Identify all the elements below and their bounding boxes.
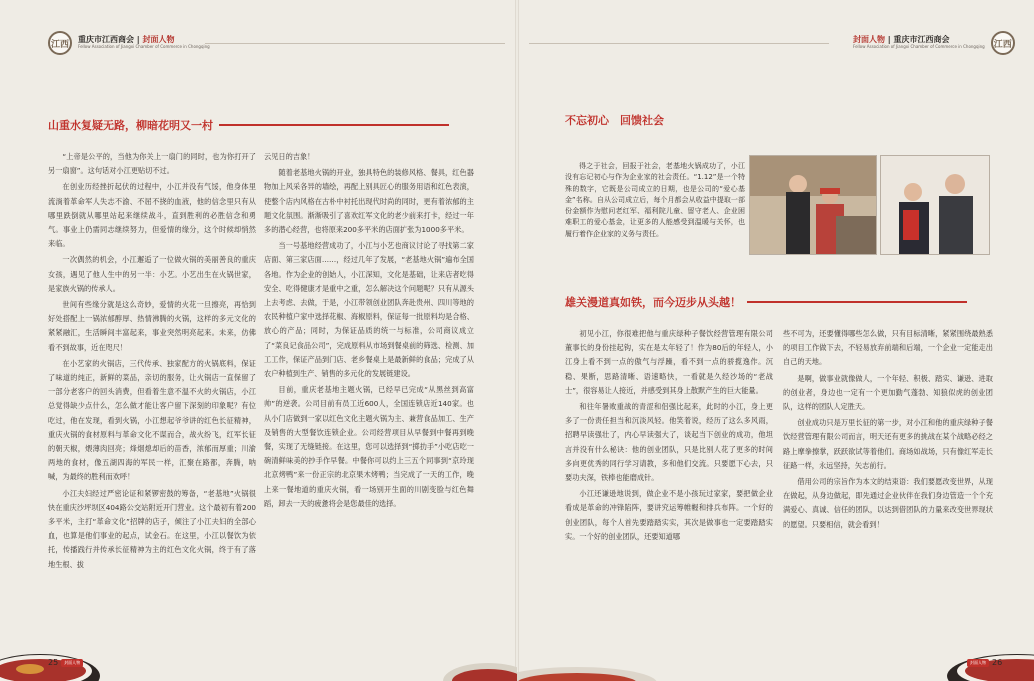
photo-veteran-visit [749, 155, 877, 255]
paragraph: 创业成功只是万里长征的第一步，对小江和他的重庆绿种子餐饮经营管理有限公司而言，明天还有更多的挑战在某个战略必经之路上摩拳擦掌，跃跃欲试等着他们。商场如战场，只有像红军走长征路一样，永远坚持，矢志前行。 [783, 418, 993, 470]
header-rule [529, 43, 829, 44]
chamber-logo-icon: 江西 [991, 31, 1015, 55]
paragraph: 在创业历经挫折起伏的过程中，小江并没有气馁，他身体里流淌着革命军人失志不渝、不屈不挠的血液，他的信念里只有从哪里跌倒就从哪里站起来继续战斗，直到胜利的必胜信念和勇气。事业上仍需同志继续努力，但爱情的缘分，这个时候却悄然来临。 [48, 182, 256, 249]
paragraph: 些不可为，还要懂得哪些怎么做，只有目标清晰，紧紧围绕最熟悉的项目工作做下去，不轻易放弃前端和后端，一个企业一定能走出自己的天地。 [783, 329, 993, 367]
page-number-right: 封面人物 26 [967, 658, 1002, 667]
title-rule [219, 124, 449, 126]
right-column-2 [783, 327, 993, 534]
section-title-left: 山重水复疑无路，柳暗花明又一村 [48, 117, 449, 133]
header-rule [205, 43, 505, 44]
hotpot-bowl-image [917, 621, 1034, 681]
paragraph: 云见日的吉象！ [264, 152, 315, 161]
hotpot-bowl-image [0, 621, 150, 681]
paragraph: 在小艺家的火锅店，三代传承、独家配方的火锅底料，保证了味道的纯正，新鲜的菜品，亲切的服务，让火锅店一直保留了一部分老客户的回头消费，但看着生意不温不火的火锅店，小江总觉得缺少点什么，怎么做才能让客户留下深刻的印象呢？有位吃过，他在发现，看到火锅，小江想起爷爷讲的红色长征精神，重庆火锅的食材原料与革命文化不谋而合，战火纷飞，红军长征的朝天椒，煨薄肉回亮；烽烟熄却后的苗香，浓郁而厚重；川渝两地的食材，像五湖四海的军民一样，汇聚在路都，奔腾，呐喊，为最终的胜利而欢呼！ [48, 358, 256, 482]
right-column-1 [565, 327, 773, 546]
header-right [847, 30, 1015, 56]
page-number-left: 25 封面人物 [48, 658, 83, 667]
header-subtitle: Fellow Association of Jiangxi Chamber of Commerce in Chongqing [853, 44, 985, 50]
paragraph: 目前，重庆老基地主题火锅，已经早已完成“从黑丝到高富帅”的逆袭。公司目前有员工近600人，全国连锁店近140家。也从小门店做到一家以红色文化主题火锅为主、兼营食品加工、生产及销售的大型餐饮连锁企业。公司经营项目从早餐到中餐再到晚餐，实现了无缝链接。在这里，您可以选择到“掷扐手”小吃店吃一碗清鲜味美的抄手作早餐。中餐你可以约上三五个同事到“京玲现北京烤鸭”来一份正宗的北京果木烤鸭；当完成了一天的工作，晚上来一餐地道的重庆火锅，看一场别开生面的川剧变脸与红色舞蹈，卸去一天的疲惫将会是您最佳的选择。 [264, 385, 474, 508]
dish-image [517, 641, 717, 681]
paragraph: 当一号基地经营成功了，小江与小艺也商议讨论了寻找第二家店面、第三家店面……，经过几年了发展，“老基地火锅”遍布全国各地。作为企业的创始人，小江深知，文化是基础，让来店者吃得安全、吃得健康才是重中之重，怎么解决这个问题呢？只有从源头上去考虑、去做，于是，小江带领创业团队奔赴贵州、四川等地的农民种植户家中选择花椒、海椒原料，保证每一批原料均是合格、放心的产品；同时，为保证品质的统一与标准，公司商议成立了“菜良记食品公司”，完成原料从市场到餐桌前的筛选、检测、加工工作，保证产品到门店、老乡餐桌上是最新鲜的食品；完成了从农户种植到生产、销售的多元化的发展链建设。 [264, 241, 474, 379]
paragraph: 小江夫妇经过严密论证和紧锣密鼓的筹备，“老基地”火锅很快在重庆沙坪坝区404路公交站附近开门营业。这个最初有着200多平米，主打“革命文化”招牌的店子，倾注了小江夫妇的全部心血，也算是他们事业的起点，试金石。在这里，小江以餐饮为依托，传播践行并传承长征精神为主的红色文化火锅，终于有了落地生根、拔 [48, 488, 256, 569]
section-title-2: 雄关漫道真如铁，而今迈步从头越！ [565, 294, 967, 310]
paragraph: 一次偶然的机会，小江邂逅了一位做火锅的美丽善良的重庆女孩，遇见了他人生中的另一半：小艺。小艺出生在火锅世家，是家族火锅的传承人。 [48, 255, 256, 293]
right-page [517, 0, 1034, 681]
paragraph: “上帝是公平的，当他为你关上一扇门的同时，也为你打开了另一扇窗”。这句话对小江更贴切不过。 [48, 152, 256, 176]
paragraph: 初见小江，你很难把他与重庆绿种子餐饮经营管理有限公司董事长的身份挂起钩，实在是太年轻了！作为80后的年轻人，小江身上看不到一点的傲气与浮躁，看不到一点的骄揽逸作。沉稳、果断，思路清晰、语速略快，一看就是久经沙场的“老战士”，很容易让人接近，并感受到其身上散默产生的巨大能量。 [565, 329, 773, 395]
title-rule [747, 301, 967, 303]
chamber-logo-icon: 江西 [48, 31, 72, 55]
header-subtitle: Fellow Association of Jiangxi Chamber of Commerce in Chongqing [78, 44, 210, 50]
photo-elderly-visit [880, 155, 990, 255]
charity-caption: 得之于社会，回报于社会，老基地火锅成功了，小江没有忘记初心与作为企业家的社会责任。“1.12”是一个特殊的数字，它既是公司成立的日期，也是公司的“爱心基金”名称。自从公司成立后，每个月都会从收益中提取一部份金额作为慰问老红军、福利院儿童、留守老人、企业困难职工的爱心基金，让更多的人能感受到温暖与关怀，也履行着作企业家的义务与责任。 [565, 162, 745, 238]
left-column-1 [48, 150, 256, 574]
left-column-2 [264, 150, 474, 513]
header-left [48, 30, 216, 56]
paragraph: 和往年暑败重战的青涩和侣强比起来，此时的小江，身上更多了一份责任担当和沉淡风轻。他笑着说，经历了这么多风雨，招聘早读强壮了，内心早读强大了，谈起当下创业的成功，他坦言并没有什么秘诀：他的创业团队，只是比别人花了更多的时间多向更优秀的同行学习请教，多和他们交流。只要愿下心去，只要功夫深，铁棒也能磨成针。 [565, 402, 773, 483]
section-title-1: 不忘初心 回馈社会 [565, 114, 664, 127]
header-title: 重庆市江西商会 | 封面人物 [78, 35, 175, 45]
paragraph: 世间有些缘分就是这么奇妙，爱情的火花一旦擦亮，再恰到好处搭配上一锅浓郁醇厚、热情沸腾的火锅，这样的多元文化的紧紧融汇，生活瞬间丰富起来，事业突然明亮起来。未来，仿佛看不到故事，近在咫尺！ [48, 300, 256, 352]
paragraph: 随着老基地火锅的开业，独具特色的装修风格、餐具，红色器物加上风采各异的墙绘，再配上别具匠心的服务用语和红色表演，使整个店内风格在古朴中衬托出现代时尚的同时，更有着浓郁的主题文化氛围。渐渐吸引了喜欢红军文化的老少前来打卡，经过一年多的潜心经营，也将原来200多平米的店面扩张为1000多平米。 [264, 168, 474, 235]
dish-image [418, 641, 517, 681]
header-title: 封面人物 | 重庆市江西商会 [853, 35, 950, 45]
paragraph: 借用公司的宗旨作为本文的结束语：我们要愿改变世界，从现在做起，从身边做起，即先通过企业伙伴在我们身边管造一个个充满爱心、真诚、信任的团队，以达到借团队的力量来改变世界现状的愿望。只要相信，就会看到！ [783, 477, 993, 529]
paragraph: 小江还谦逊地说到，做企业不是小孩玩过家家，要把做企业看成是革命的冲锋陷阵，要讲究运筹帷幄和排兵布阵。一个好的创业团队，每个人首先要踏踏实实，其次是做事也一定要踏踏实实。一个好的创业团队，还要知道哪 [565, 489, 773, 541]
paragraph: 是啊，做事业就像做人，一个年轻、积极、踏实、谦逊、进取的创业者，身边也一定有一个更加勤气蓬勃、知狼似虎的创业团队，这样的团队人定胜天。 [783, 373, 993, 412]
